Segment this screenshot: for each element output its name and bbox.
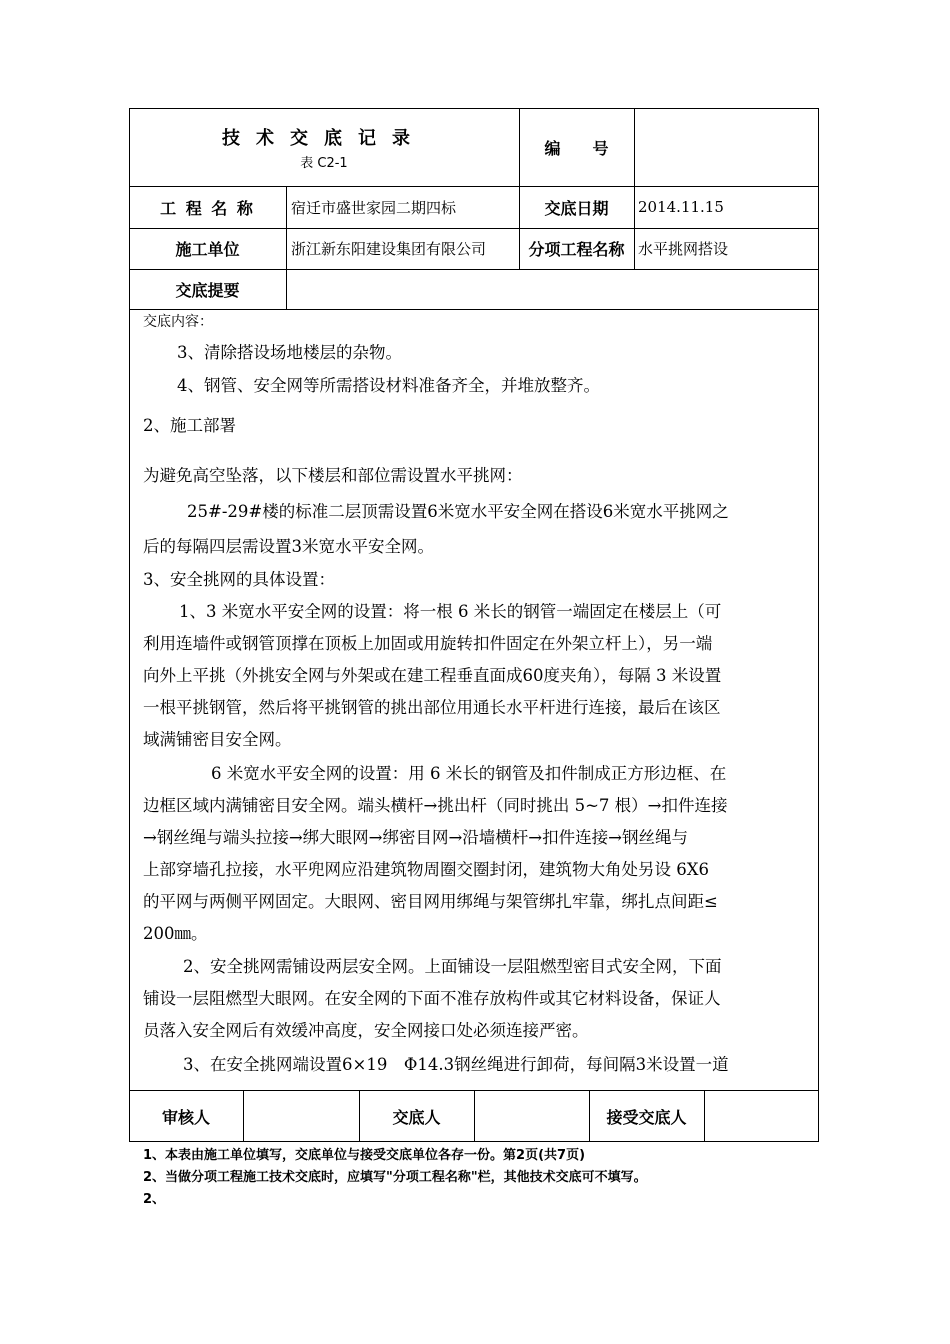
content-line: 1、3 米宽水平安全网的设置：将一根 6 米长的钢管一端固定在楼层上（可 <box>179 602 722 621</box>
code-label: 编 号 <box>544 138 609 158</box>
summary-value[interactable] <box>291 269 816 309</box>
discloser-label: 交底人 <box>392 1107 441 1127</box>
note-line: 1、本表由施工单位填写，交底单位与接受交底单位各存一份。第2页(共7页) <box>143 1148 586 1163</box>
reviewer-field[interactable] <box>244 1090 359 1142</box>
contractor-value[interactable]: 浙江新东阳建设集团有限公司 <box>291 240 487 258</box>
col-divider <box>286 186 287 309</box>
content-line: →钢丝绳与端头拉接→绑大眼网→绑密目网→沿墙横杆→扣件连接→钢丝绳与 <box>143 828 688 847</box>
form-number: 表 C2-1 <box>300 156 348 171</box>
content-line: 3、在安全挑网端设置6×19 Φ14.3钢丝绳进行卸荷，每间隔3米设置一道 <box>183 1055 729 1074</box>
content-line: 上部穿墙孔拉接，水平兜网应沿建筑物周圈交圈封闭，建筑物大角处另设 6X6 <box>143 860 709 879</box>
note-line: 2、 <box>143 1192 166 1207</box>
project-name-label: 工 程 名 称 <box>160 198 255 218</box>
form-notes <box>143 1145 843 1211</box>
content-line: 后的每隔四层需设置3米宽水平安全网。 <box>143 537 434 556</box>
content-line: 边框区域内满铺密目安全网。端头横杆→挑出杆（同时挑出 5~7 根）→扣件连接 <box>143 796 728 815</box>
col-divider <box>634 108 635 269</box>
content-line: 6 米宽水平安全网的设置：用 6 米长的钢管及扣件制成正方形边框、在 <box>211 764 727 783</box>
content-line: 3、清除搭设场地楼层的杂物。 <box>177 343 402 362</box>
subproject-value[interactable]: 水平挑网搭设 <box>638 240 729 258</box>
receiver-field[interactable] <box>705 1090 818 1142</box>
reviewer-label: 审核人 <box>161 1107 210 1127</box>
content-line: 200㎜。 <box>143 924 208 943</box>
note-line: 2、当做分项工程施工技术交底时，应填写"分项工程名称"栏，其他技术交底可不填写。 <box>143 1170 647 1185</box>
contractor-label: 施工单位 <box>175 240 240 259</box>
content-line: 为避免高空坠落，以下楼层和部位需设置水平挑网： <box>143 466 523 485</box>
row-divider <box>129 309 819 310</box>
summary-label: 交底提要 <box>175 280 240 300</box>
content-line: 域满铺密目安全网。 <box>143 730 292 749</box>
section-heading: 3、安全挑网的具体设置： <box>143 570 335 589</box>
subproject-label: 分项工程名称 <box>528 240 625 259</box>
content-line: 铺设一层阻燃型大眼网。在安全网的下面不准存放构件或其它材料设备，保证人 <box>143 989 721 1008</box>
receiver-label: 接受交底人 <box>606 1107 687 1127</box>
content-heading: 交底内容： <box>143 314 213 330</box>
form-title: 技术交底记录 <box>222 128 426 149</box>
code-value[interactable] <box>640 108 815 186</box>
discloser-field[interactable] <box>475 1090 589 1142</box>
content-line: 的平网与两侧平网固定。大眼网、密目网用绑绳与架管绑扎牢靠，绑扎点间距≤ <box>143 892 718 911</box>
content-line: 4、钢管、安全网等所需搭设材料准备齐全，并堆放整齐。 <box>177 376 600 395</box>
date-value[interactable]: 2014.11.15 <box>638 198 724 216</box>
content-line: 向外上平挑（外挑安全网与外架或在建工程垂直面成60度夹角），每隔 3 米设置 <box>143 666 722 685</box>
content-line: 25#-29#楼的标准二层顶需设置6米宽水平安全网在搭设6米宽水平挑网之 <box>187 502 729 521</box>
content-line: 员落入安全网后有效缓冲高度，安全网接口处必须连接严密。 <box>143 1021 589 1040</box>
section-heading: 2、施工部署 <box>143 416 236 435</box>
date-label: 交底日期 <box>544 198 609 218</box>
disclosure-content <box>143 312 815 1074</box>
project-name-value[interactable]: 宿迁市盛世家园二期四标 <box>291 198 457 217</box>
content-line: 一根平挑钢管，然后将平挑钢管的挑出部位用通长水平杆进行连接，最后在该区 <box>143 698 721 717</box>
content-line: 2、安全挑网需铺设两层安全网。上面铺设一层阻燃型密目式安全网，下面 <box>183 957 722 976</box>
content-line: 利用连墙件或钢管顶撑在顶板上加固或用旋转扣件固定在外架立杆上），另一端 <box>143 634 713 653</box>
